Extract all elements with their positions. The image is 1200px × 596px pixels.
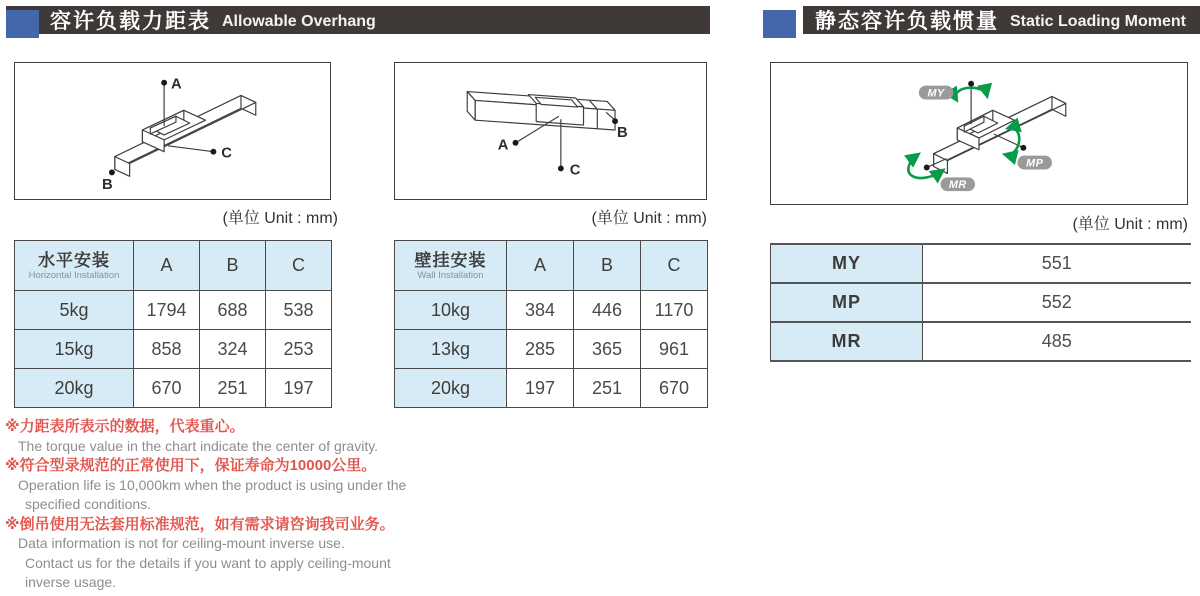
section-title-en: Allowable Overhang xyxy=(222,12,376,30)
column-header-b: B xyxy=(200,241,266,291)
dimension-point-c xyxy=(558,119,581,178)
note-en: Operation life is 10,000km when the product is using under the xyxy=(18,476,407,493)
table-title-zh: 壁挂安装 xyxy=(414,250,487,270)
moment-label-cell: MY xyxy=(771,244,923,283)
point-b-dot xyxy=(612,118,618,124)
value-cell-a: 384 xyxy=(507,291,574,330)
rail-side-sketch xyxy=(395,63,706,199)
note-en: The torque value in the chart indicate the center of gravity. xyxy=(18,437,379,454)
table-title-en: Wall Installation xyxy=(417,269,484,281)
point-c-dot xyxy=(210,149,216,155)
value-cell-c: 197 xyxy=(266,369,332,408)
point-a-label: A xyxy=(171,76,182,93)
note-zh: ※力距表所表示的数据，代表重心。 xyxy=(5,418,245,435)
table-row xyxy=(395,369,708,408)
table-row xyxy=(15,291,332,330)
note-zh: ※符合型录规范的正常使用下，保证寿命为10000公里。 xyxy=(5,457,377,474)
wall-installation-table xyxy=(394,240,708,408)
table-header-row xyxy=(15,241,332,291)
load-cell: 5kg xyxy=(15,291,134,330)
note-en: Data information is not for ceiling-mount inverse use. xyxy=(18,535,345,551)
value-cell-c: 670 xyxy=(641,369,708,408)
point-b-label: B xyxy=(102,177,113,194)
moment-axes-sketch xyxy=(771,63,1187,204)
table-title-cell xyxy=(395,241,507,291)
value-cell-b: 251 xyxy=(200,369,266,408)
value-cell-b: 365 xyxy=(574,330,641,369)
value-cell-c: 1170 xyxy=(641,291,708,330)
value-cell-c: 961 xyxy=(641,330,708,369)
note-zh: ※倒吊使用无法套用标准规范，如有需求请咨询我司业务。 xyxy=(5,515,395,533)
section-title-zh: 静态容许负载惯量 xyxy=(815,10,999,33)
table-title-en: Horizontal Installation xyxy=(28,269,120,281)
value-cell-b: 251 xyxy=(574,369,641,408)
column-header-c: C xyxy=(641,241,708,291)
mr-axis-dot xyxy=(924,165,930,171)
point-a-dot xyxy=(161,80,167,86)
wall-installation-diagram xyxy=(394,62,707,200)
point-c-label: C xyxy=(569,162,581,179)
footnotes xyxy=(5,417,475,593)
column-header-c: C xyxy=(266,241,332,291)
table-header-row xyxy=(395,241,708,291)
note-en-continued: specified conditions. xyxy=(25,496,152,512)
point-a-label: A xyxy=(497,137,509,154)
moment-value-cell: 552 xyxy=(923,283,1191,322)
note-en-continued: inverse usage. xyxy=(25,574,117,590)
carriage-block xyxy=(528,95,583,126)
point-a-dot xyxy=(513,140,519,146)
value-cell-b: 324 xyxy=(200,330,266,369)
table-row xyxy=(771,322,1191,361)
table-row xyxy=(15,330,332,369)
rail-body xyxy=(115,96,256,177)
mr-axis xyxy=(908,155,975,192)
header-accent-square xyxy=(6,10,39,38)
moment-value-cell: 551 xyxy=(923,244,1191,283)
column-header-b: B xyxy=(574,241,641,291)
unit-label: (单位 Unit : mm) xyxy=(1072,216,1188,233)
point-b-label: B xyxy=(617,124,628,141)
header-accent-square xyxy=(763,10,796,38)
static-moment-diagram xyxy=(770,62,1188,205)
dimension-point-c xyxy=(168,146,232,162)
value-cell-a: 670 xyxy=(134,369,200,408)
table-row xyxy=(395,291,708,330)
horizontal-installation-table xyxy=(14,240,332,408)
table-row xyxy=(395,330,708,369)
load-cell: 10kg xyxy=(395,291,507,330)
load-cell: 20kg xyxy=(15,369,134,408)
value-cell-b: 446 xyxy=(574,291,641,330)
column-header-a: A xyxy=(134,241,200,291)
table-title-zh: 水平安装 xyxy=(38,250,110,270)
my-axis-dot xyxy=(968,81,974,87)
value-cell-c: 538 xyxy=(266,291,332,330)
load-cell: 15kg xyxy=(15,330,134,369)
mp-axis-dot xyxy=(1020,145,1026,151)
table-row xyxy=(771,283,1191,322)
point-c-label: C xyxy=(221,145,232,162)
column-header-a: A xyxy=(507,241,574,291)
unit-label: (单位 Unit : mm) xyxy=(222,210,338,227)
horizontal-installation-diagram xyxy=(14,62,331,200)
section-header-allowable-overhang xyxy=(6,6,710,34)
point-b-dot xyxy=(109,169,115,175)
dimension-point-b xyxy=(102,169,115,193)
value-cell-a: 197 xyxy=(507,369,574,408)
value-cell-a: 1794 xyxy=(134,291,200,330)
table-row xyxy=(15,369,332,408)
table-title-cell xyxy=(15,241,134,291)
mr-axis-label: MR xyxy=(948,179,967,192)
moment-label-cell: MP xyxy=(771,283,923,322)
value-cell-c: 253 xyxy=(266,330,332,369)
value-cell-b: 688 xyxy=(200,291,266,330)
section-title-zh: 容许负载力距表 xyxy=(50,10,211,33)
point-c-dot xyxy=(558,165,564,171)
mp-axis-label: MP xyxy=(1026,157,1044,170)
table-row xyxy=(771,244,1191,283)
my-axis xyxy=(919,81,987,124)
load-cell: 13kg xyxy=(395,330,507,369)
unit-label: (单位 Unit : mm) xyxy=(591,210,707,227)
section-header-static-loading-moment xyxy=(763,6,1200,34)
static-moment-table xyxy=(770,243,1191,362)
value-cell-a: 858 xyxy=(134,330,200,369)
note-en-continued: Contact us for the details if you want to apply ceiling-mount xyxy=(25,554,391,571)
moment-label-cell: MR xyxy=(771,322,923,361)
value-cell-a: 285 xyxy=(507,330,574,369)
section-title-en: Static Loading Moment xyxy=(1010,12,1186,30)
my-axis-label: MY xyxy=(927,87,945,100)
moment-value-cell: 485 xyxy=(923,322,1191,361)
load-cell: 20kg xyxy=(395,369,507,408)
rail-isometric-sketch xyxy=(15,63,330,199)
